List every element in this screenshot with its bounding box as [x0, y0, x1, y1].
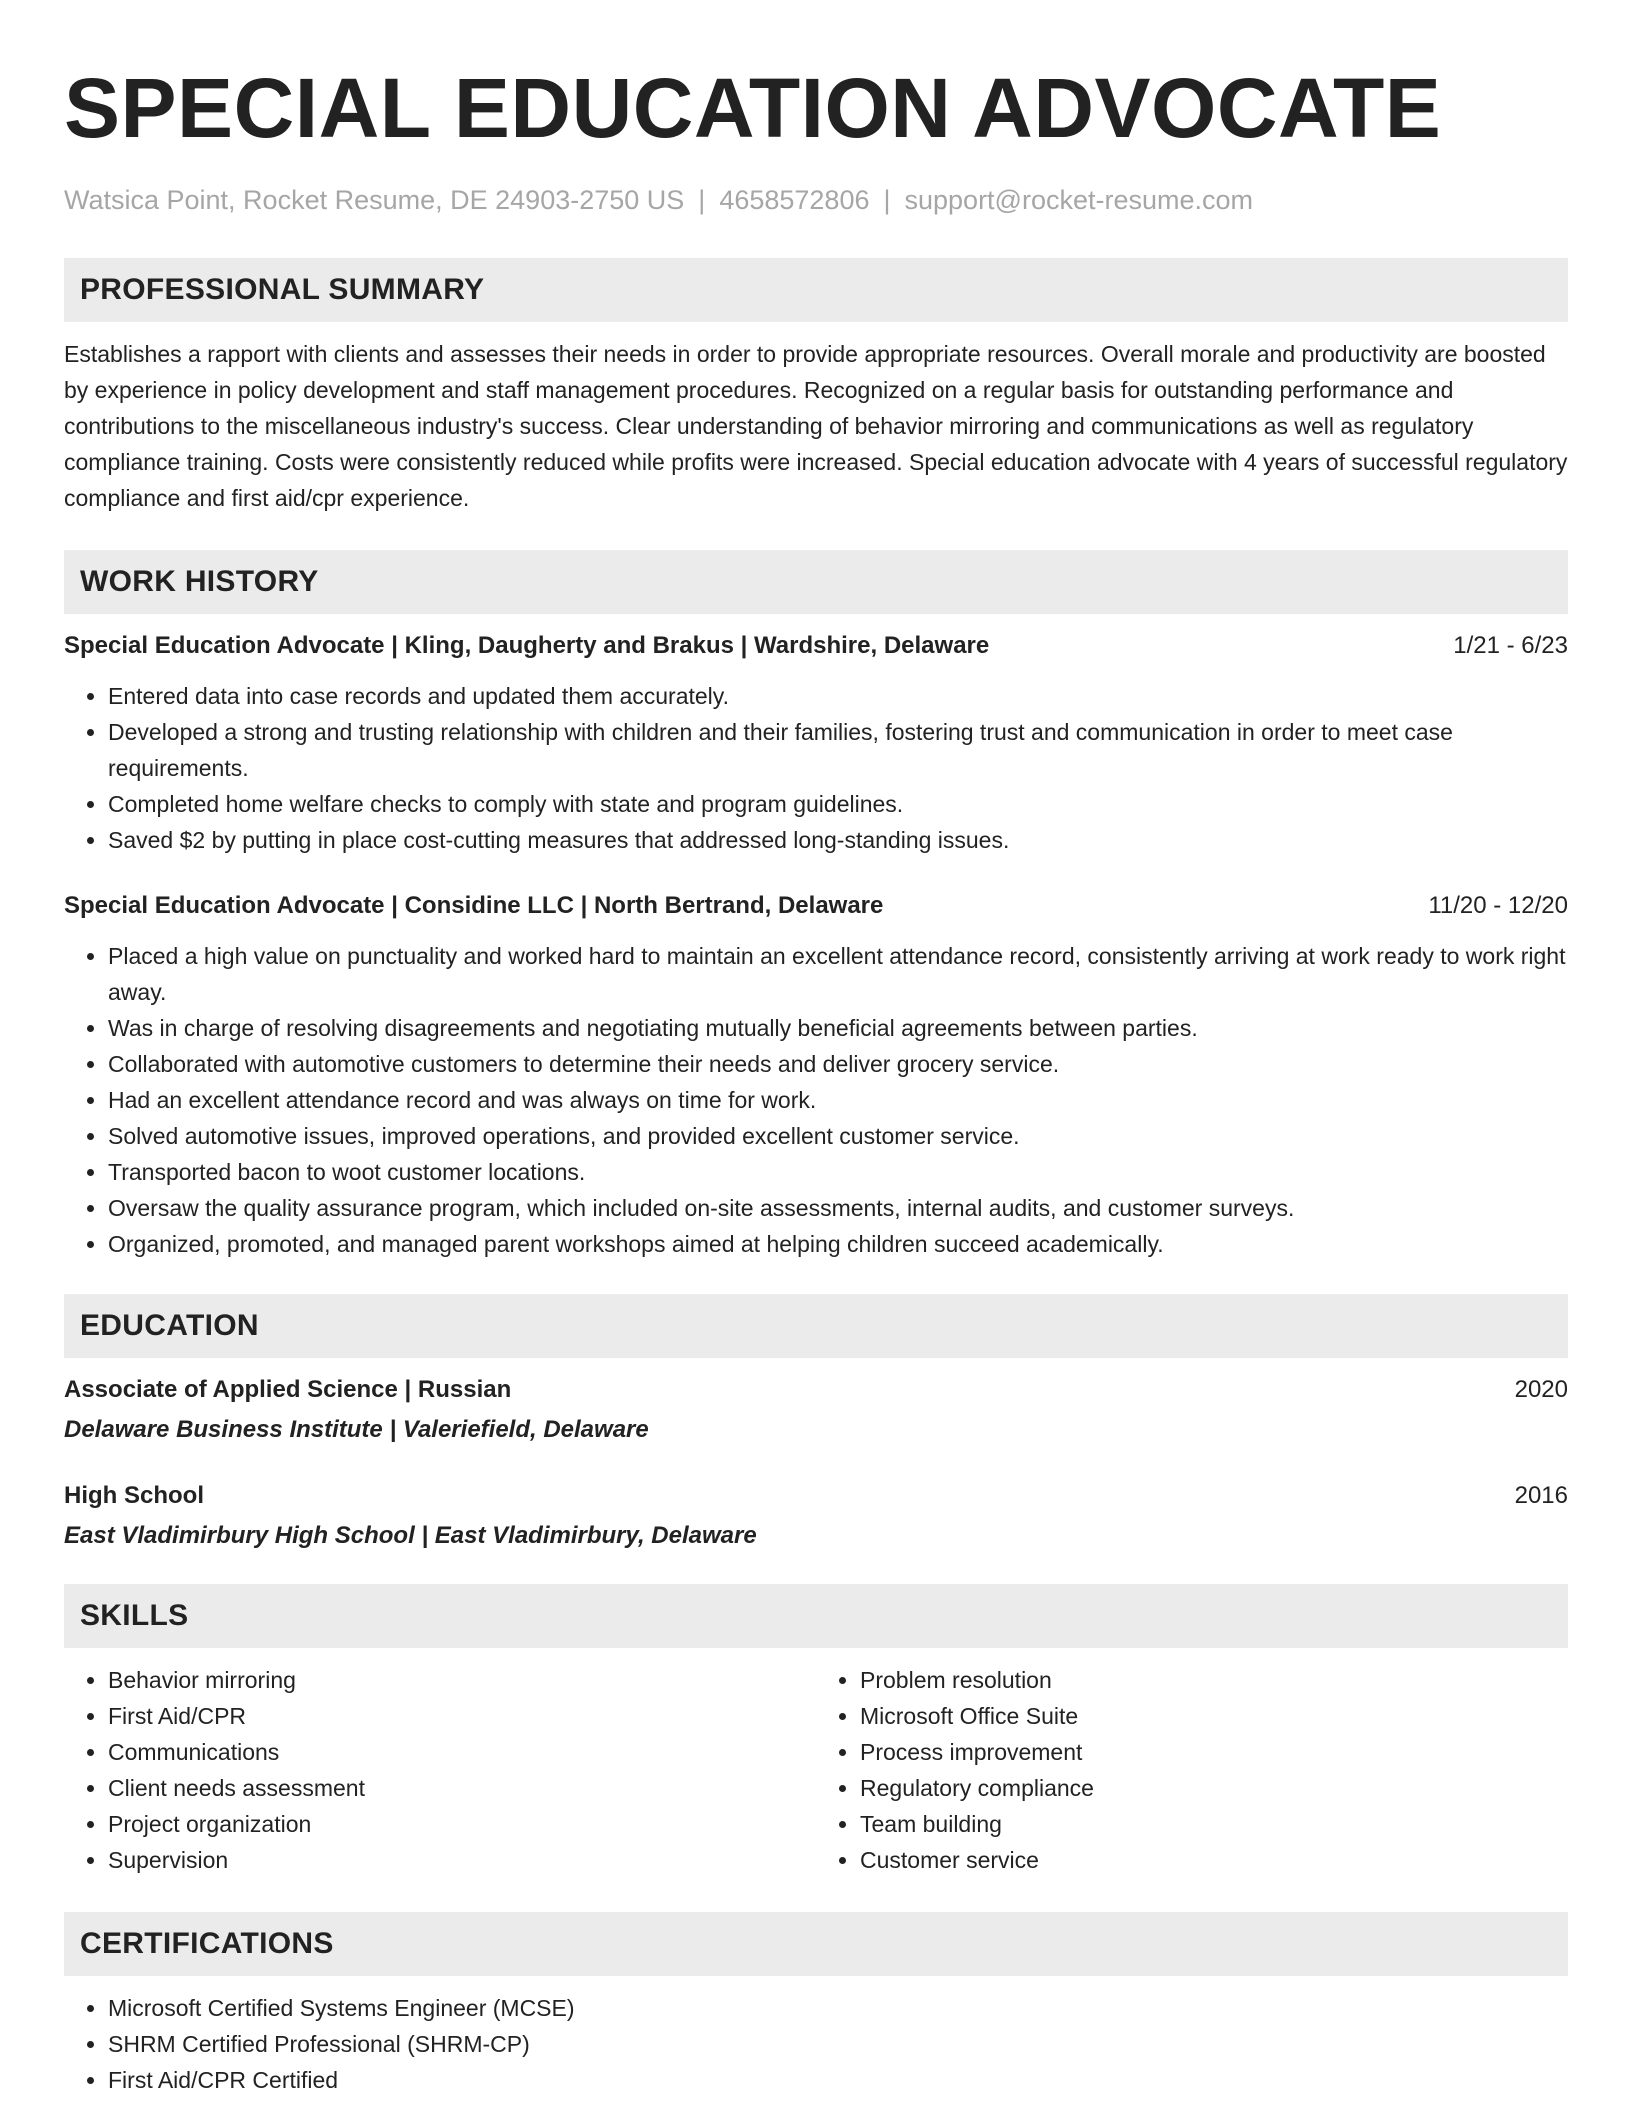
job-dates: 1/21 - 6/23 [1453, 632, 1568, 659]
list-item: • SHRM Certified Professional (SHRM-CP) [108, 2026, 1568, 2062]
education-header [64, 1478, 1568, 1514]
list-item: • First Aid/CPR [108, 1698, 816, 1734]
list-item: • Process improvement [860, 1734, 1568, 1770]
list-item: • Had an excellent attendance record and was always on time for work. [108, 1082, 1568, 1118]
job-title: Special Education Advocate | Considine LLC | North Bertrand, Delaware [64, 892, 884, 919]
section-heading-summary: PROFESSIONAL SUMMARY [64, 258, 1568, 322]
contact-phone: 4658572806 [719, 185, 870, 215]
list-item: • Completed home welfare checks to comply with state and program guidelines. [108, 786, 1568, 822]
section-heading-skills: SKILLS [64, 1584, 1568, 1648]
contact-email: support@rocket-resume.com [904, 185, 1254, 215]
section-heading-work-history: WORK HISTORY [64, 550, 1568, 614]
job-bullets [64, 938, 1568, 1262]
job-title: Special Education Advocate | Kling, Daugherty and Brakus | Wardshire, Delaware [64, 632, 990, 659]
contact-separator: | [883, 185, 891, 215]
list-item: • Client needs assessment [108, 1770, 816, 1806]
job-entry [64, 888, 1568, 1262]
school-name: Delaware Business Institute | Valeriefield, Delaware [64, 1416, 649, 1443]
degree-title: Associate of Applied Science | Russian [64, 1376, 512, 1403]
list-item: • Developed a strong and trusting relationship with children and their families, fostering trust and communication in order to meet case requirements. [108, 714, 1568, 786]
job-header [64, 628, 1568, 664]
degree-title: High School [64, 1482, 204, 1509]
contact-separator: | [698, 185, 706, 215]
candidate-name: SPECIAL EDUCATION ADVOCATE [64, 61, 1442, 155]
list-item: • Oversaw the quality assurance program, which included on-site assessments, internal audits, and customer surveys. [108, 1190, 1568, 1226]
skills-list [64, 1648, 1568, 1878]
skills-column-left [64, 1662, 816, 1878]
certifications-list [64, 1990, 1568, 2098]
list-item: • First Aid/CPR Certified [108, 2062, 1568, 2098]
list-item: • Was in charge of resolving disagreements and negotiating mutually beneficial agreements between parties. [108, 1010, 1568, 1046]
education-header [64, 1372, 1568, 1408]
list-item: • Supervision [108, 1842, 816, 1878]
skills-column-right [816, 1662, 1568, 1878]
job-entry [64, 628, 1568, 858]
list-item: • Placed a high value on punctuality and worked hard to maintain an excellent attendance record, consistently arriving at work ready to work right away. [108, 938, 1568, 1010]
contact-line [64, 180, 1568, 220]
education-entry [64, 1478, 1568, 1554]
list-item: • Organized, promoted, and managed parent workshops aimed at helping children succeed academically. [108, 1226, 1568, 1262]
list-item: • Collaborated with automotive customers to determine their needs and deliver grocery service. [108, 1046, 1568, 1082]
summary-text: Establishes a rapport with clients and assesses their needs in order to provide appropriate resources. Overall morale and productivity are boosted by experience in policy development and staff management procedures. Recognized on a regular basis for outstanding performance and contributions to the miscellaneous industry's success. Clear understanding of behavior mirroring and communications as well as regulatory compliance training. Costs were consistently reduced while profits were increased. Special education advocate with 4 years of successful regulatory compliance and first aid/cpr experience. [64, 341, 1568, 511]
list-item: • Transported bacon to woot customer locations. [108, 1154, 1568, 1190]
list-item: • Regulatory compliance [860, 1770, 1568, 1806]
list-item: • Problem resolution [860, 1662, 1568, 1698]
graduation-year: 2016 [1514, 1482, 1568, 1509]
section-heading-certifications: CERTIFICATIONS [64, 1912, 1568, 1976]
list-item: • Project organization [108, 1806, 816, 1842]
list-item: • Entered data into case records and updated them accurately. [108, 678, 1568, 714]
job-header [64, 888, 1568, 924]
list-item: • Communications [108, 1734, 816, 1770]
list-item: • Solved automotive issues, improved operations, and provided excellent customer service. [108, 1118, 1568, 1154]
graduation-year: 2020 [1514, 1376, 1568, 1403]
education-entry [64, 1372, 1568, 1448]
list-item: • Microsoft Office Suite [860, 1698, 1568, 1734]
contact-address: Watsica Point, Rocket Resume, DE 24903-2750 US [64, 185, 685, 215]
section-heading-education: EDUCATION [64, 1294, 1568, 1358]
list-item: • Behavior mirroring [108, 1662, 816, 1698]
job-bullets [64, 678, 1568, 858]
school-name: East Vladimirbury High School | East Vladimirbury, Delaware [64, 1522, 757, 1549]
list-item: • Team building [860, 1806, 1568, 1842]
list-item: • Customer service [860, 1842, 1568, 1878]
job-dates: 11/20 - 12/20 [1428, 892, 1568, 919]
list-item: • Microsoft Certified Systems Engineer (MCSE) [108, 1990, 1568, 2026]
list-item: • Saved $2 by putting in place cost-cutting measures that addressed long-standing issues. [108, 822, 1568, 858]
